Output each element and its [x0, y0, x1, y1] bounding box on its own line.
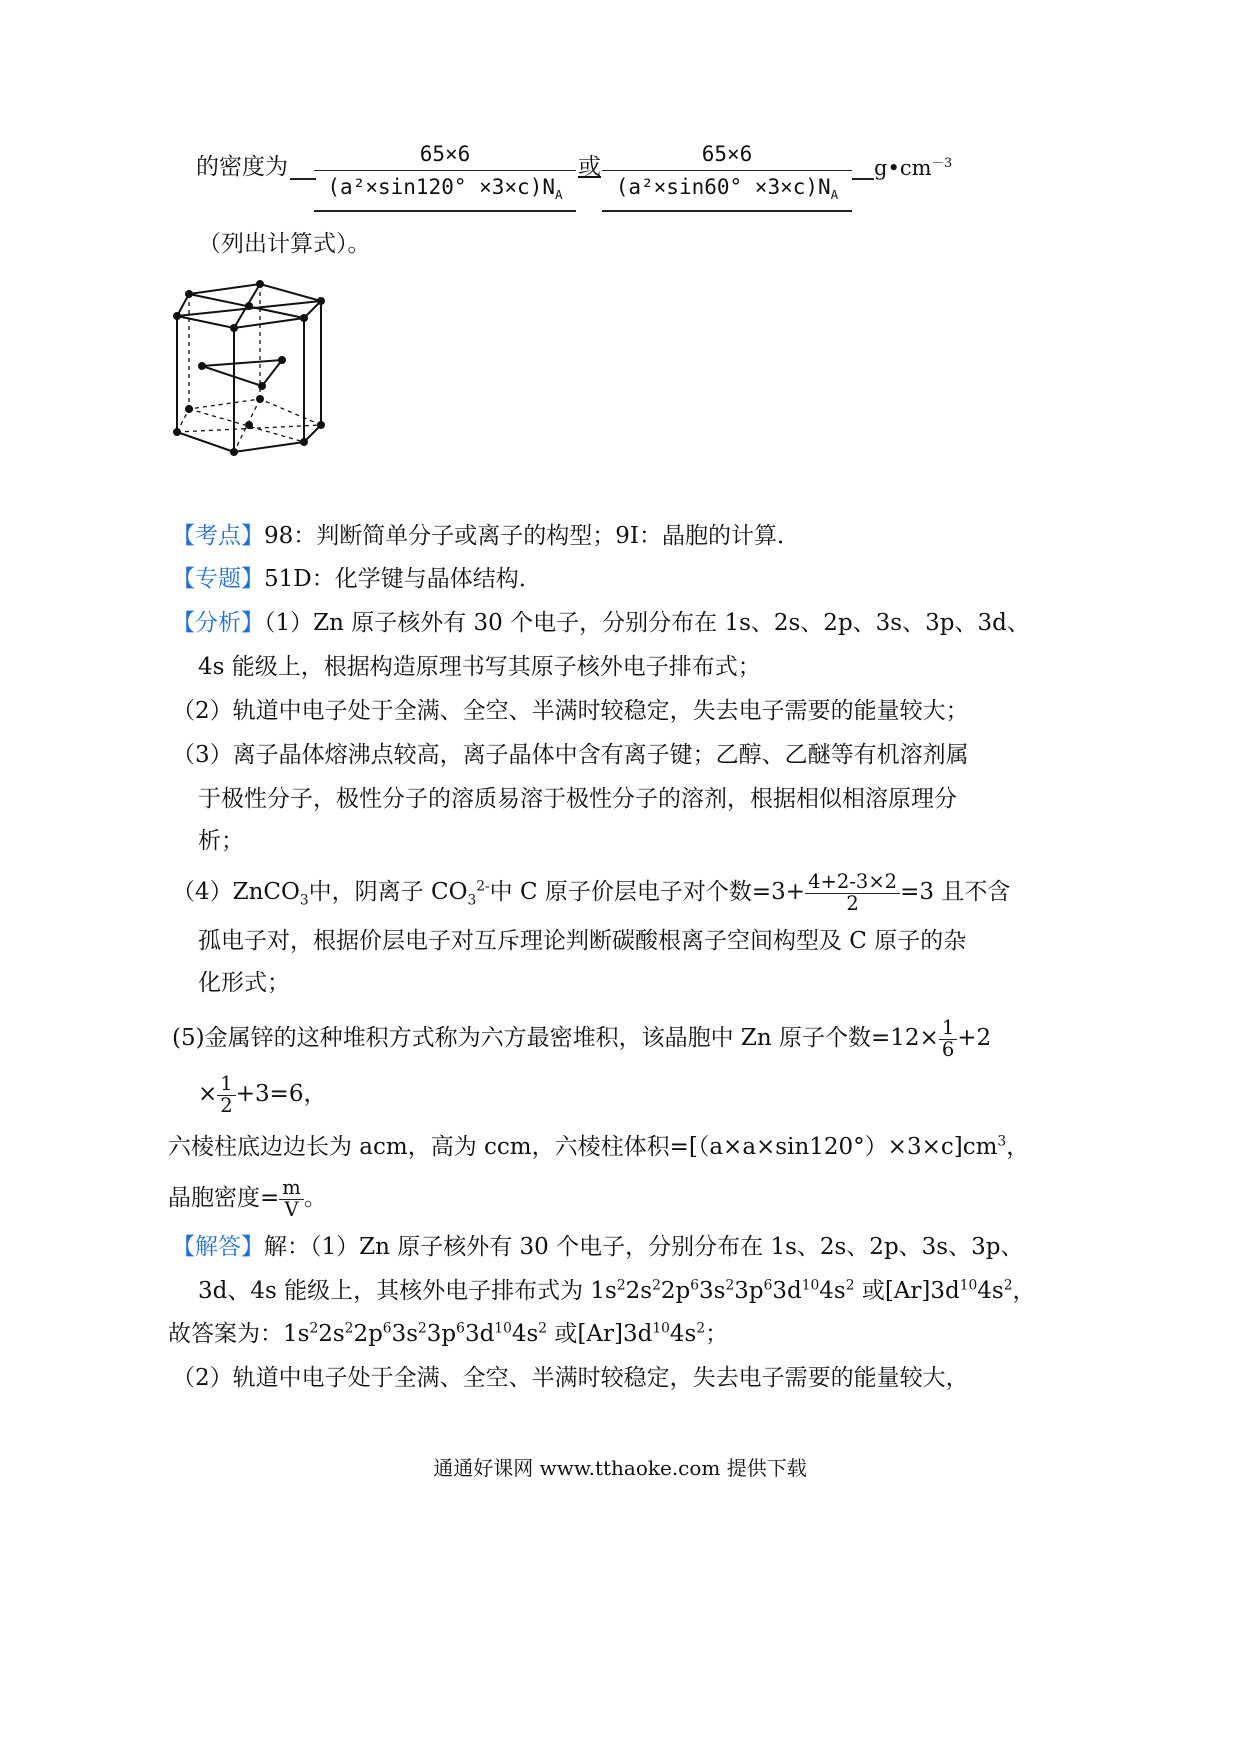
zhuanti-tag: 【专题】: [172, 566, 264, 592]
fenxi-line-4: （3）离子晶体熔沸点较高，离子晶体中含有离子键；乙醇、乙醚等有机溶剂属: [172, 742, 969, 768]
page-footer: 通通好课网 www.tthaoke.com 提供下载: [433, 1456, 807, 1480]
fenxi-line-11: × $\frac{1}{2}$ +3=6，: [198, 1072, 327, 1117]
fraction-one-sixth: $\frac{1}{6}$: [939, 1018, 957, 1060]
jieda-line-4: （2）轨道中电子处于全满、全空、半满时较稳定，失去电子需要的能量较大，: [172, 1365, 969, 1391]
fenxi-line-12: 六棱柱底边边长为 acm，高为 ccm，六棱柱体积$=[(a\times a\times\sin 120^\circ)\times 3\times c]cm^3$，: [168, 1133, 1030, 1160]
answer-underline-1: [314, 210, 576, 212]
fenxi-line-8: 孤电子对，根据价层电子对互斥理论判断碳酸根离子空间构型及 C 原子的杂: [198, 928, 967, 954]
fenxi-line-7: （4）ZnCO$_3$中，阴离子 $CO_3^{2-}$中 C 原子价层电子对个数=3+ $\frac{4+2-3\times 2}{2}$ =3 且不含: [172, 870, 1011, 915]
vsepr-fraction: $\frac{4+2-3\times 2}{2}$: [805, 872, 900, 914]
density-fraction-1: [314, 142, 576, 203]
jieda-tag: 【解答】: [172, 1234, 264, 1260]
fenxi-tag: 【分析】: [172, 610, 264, 636]
density-m-over-v: $\frac{m}{V}$: [279, 1178, 304, 1220]
formula-note: （列出计算式）。: [198, 231, 371, 257]
kaodian-tag: 【考点】: [172, 523, 264, 549]
fraction-2-numerator: 65×6: [701, 142, 753, 166]
density-fraction-2: [602, 142, 852, 203]
fenxi-line-9: 化形式；: [198, 970, 290, 996]
fenxi-line-10: (5)金属锌的这种堆积方式称为六方最密堆积，该晶胞中 Zn 原子个数=12× $\frac{1}{6}$ +2: [172, 1016, 992, 1061]
answer-underline-2: [602, 210, 852, 212]
density-unit: $g•cm^{-3}$: [874, 155, 953, 180]
fenxi-line-2: 4s 能级上，根据构造原理书写其原子核外电子排布式；: [198, 654, 761, 680]
fraction-1-numerator: 65×6: [419, 142, 471, 166]
jieda-line-2: 3d、4s 能级上，其核外电子排布式为 $1s^22s^22p^63s^23p^63d^{10}4s^2$ 或$[Ar]3d^{10}4s^2$，: [198, 1277, 1036, 1304]
blank-underline-1: [290, 178, 316, 180]
density-prefix: 的密度为: [196, 154, 288, 180]
fraction-2-denominator: $(a^2\times\sin 60^\circ \times 3\times c)N_A$: [615, 175, 839, 203]
fraction-1-denominator: $(a^2\times\sin 120^\circ \times 3\times c)N_A$: [327, 175, 563, 203]
fenxi-line-3: （2）轨道中电子处于全满、全空、半满时较稳定，失去电子需要的能量较大；: [172, 698, 969, 724]
or-text: 或: [578, 154, 601, 180]
fenxi-line-1: 【分析】（1）Zn 原子核外有 30 个电子，分别分布在 1s、2s、2p、3s、3p、3d、: [172, 610, 1030, 636]
jieda-line-3: 故答案为：$1s^22s^22p^63s^23p^63d^{10}4s^2$ 或$[Ar]3d^{10}4s^2$；: [168, 1320, 729, 1347]
fenxi-line-5: 于极性分子，极性分子的溶质易溶于极性分子的溶剂，根据相似相溶原理分: [198, 786, 957, 812]
jieda-line-1: 【解答】解：（1）Zn 原子核外有 30 个电子，分别分布在 1s、2s、2p、3s、3p、: [172, 1234, 1024, 1260]
blank-underline-2: [852, 178, 874, 180]
fenxi-line-6: 析；: [198, 828, 244, 854]
fraction-one-half: $\frac{1}{2}$: [217, 1074, 235, 1116]
kaodian-line: 【考点】98：判断简单分子或离子的构型；9I：晶胞的计算．: [172, 523, 800, 549]
fenxi-line-13: 晶胞密度= $\frac{m}{V}$ 。: [168, 1176, 327, 1221]
zhuanti-line: 【专题】51D：化学键与晶体结构．: [172, 566, 542, 592]
hexagonal-cell-diagram: [160, 270, 340, 470]
